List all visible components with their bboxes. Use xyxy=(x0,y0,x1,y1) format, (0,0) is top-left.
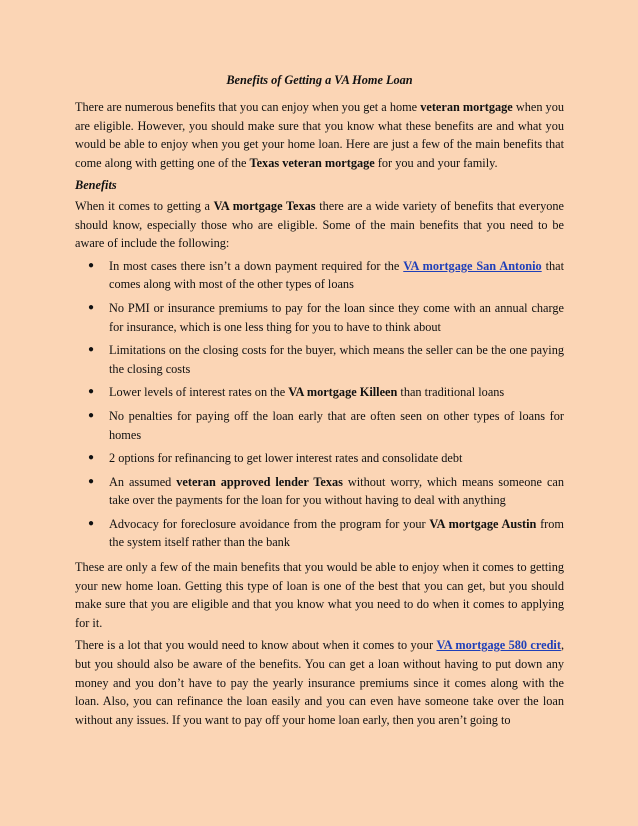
benefits-intro-paragraph xyxy=(75,197,564,253)
va-mortgage-san-antonio-link[interactable]: VA mortgage San Antonio xyxy=(403,258,542,273)
bullet-dot-icon: ● xyxy=(88,301,95,313)
va-mortgage-580-credit-link[interactable]: VA mortgage 580 credit xyxy=(436,638,561,653)
benefit-item-closing-costs: ● Limitations on the closing costs for the buyer, which means the seller can be the one paying the closing costs xyxy=(88,343,564,376)
closing-paragraph: There is a lot that you would need to know about when it comes to your VA mortgage 580 credit, but you should also be aware of the benefits. You can get a loan without having to put down any money and you don’t have to pay the yearly insurance premiums since it comes along with the loan. Also, you can refinance the loan easily and you can even have someone take over the loan without any issues. If you want to pay off your home loan early, then you aren’t going to xyxy=(75,638,565,727)
benefit-item-no-penalties: ● No penalties for paying off the loan early that are often seen on other types of loans for homes xyxy=(88,408,564,442)
benefits-heading: Benefits xyxy=(75,178,117,193)
bullet-dot-icon: ● xyxy=(88,259,95,271)
bullet-dot-icon: ● xyxy=(88,452,95,464)
bullet-dot-icon: ● xyxy=(88,409,95,421)
bullet-dot-icon: ● xyxy=(88,344,95,356)
bold-va-mortgage-killeen: VA mortgage Killeen xyxy=(288,385,398,400)
benefit-item-assumed-lender: ● An assumed veteran approved lender Texas without worry, which means someone can take over the payments for the loan for you without having to deal with anything xyxy=(88,474,565,508)
benefit-item-foreclosure-advocacy: ● Advocacy for foreclosure avoidance from the program for your VA mortgage Austin from the system itself rather than the bank xyxy=(88,516,564,550)
benefit-item-refinancing: ● 2 options for refinancing to get lower interest rates and consolidate debt xyxy=(75,449,564,468)
intro-text-2: when you are eligible. However, you should make sure that you know what these benefits are and what you would be able to enjoy when you get your home loan. Here are just a few of the main benefits that come along with getting one of the xyxy=(75,100,564,170)
intro-bold-texas-veteran-mortgage: Texas veteran mortgage xyxy=(249,155,375,170)
bullet-dot-icon: ● xyxy=(88,386,95,398)
bold-va-mortgage-austin: VA mortgage Austin xyxy=(429,516,537,531)
para2-bold-va-mortgage-texas: VA mortgage Texas xyxy=(213,198,316,213)
benefit-item-interest-rates: ● Lower levels of interest rates on the VA mortgage Killeen than traditional loans xyxy=(75,383,564,402)
para2-text-2: there are a wide variety of benefits that everyone should know, especially those who are eligible. Some of the main benefits that you need to be aware of include the following: xyxy=(75,198,564,251)
benefits-list xyxy=(75,257,564,552)
intro-text-3: for you and your family. xyxy=(374,155,498,170)
bullet-dot-icon: ● xyxy=(88,475,95,487)
intro-paragraph xyxy=(75,98,564,172)
intro-text-1: There are numerous benefits that you can enjoy when you get a home xyxy=(75,100,421,114)
intro-bold-veteran-mortgage: veteran mortgage xyxy=(420,100,513,114)
bold-veteran-approved-lender: veteran approved lender Texas xyxy=(176,474,343,489)
benefit-item-down-payment: ● In most cases there isn’t a down payment required for the VA mortgage San Antonio that comes along with most of the other types of loans xyxy=(88,258,565,292)
summary-paragraph: These are only a few of the main benefits that you would be able to enjoy when it comes to getting your new home loan. Getting this type of loan is one of the best that you can get, but you should make sure that you are eligible and that you know what you need to do when it comes to applying for it. xyxy=(75,560,564,630)
benefit-item-no-pmi: ● No PMI or insurance premiums to pay for the loan since they come with an annual charge for insurance, which is one less thing for you to have to think about xyxy=(88,300,564,334)
para2-text-1: When it comes to getting a xyxy=(75,198,214,213)
bullet-dot-icon: ● xyxy=(88,517,95,529)
document-title: Benefits of Getting a VA Home Loan xyxy=(226,73,413,87)
